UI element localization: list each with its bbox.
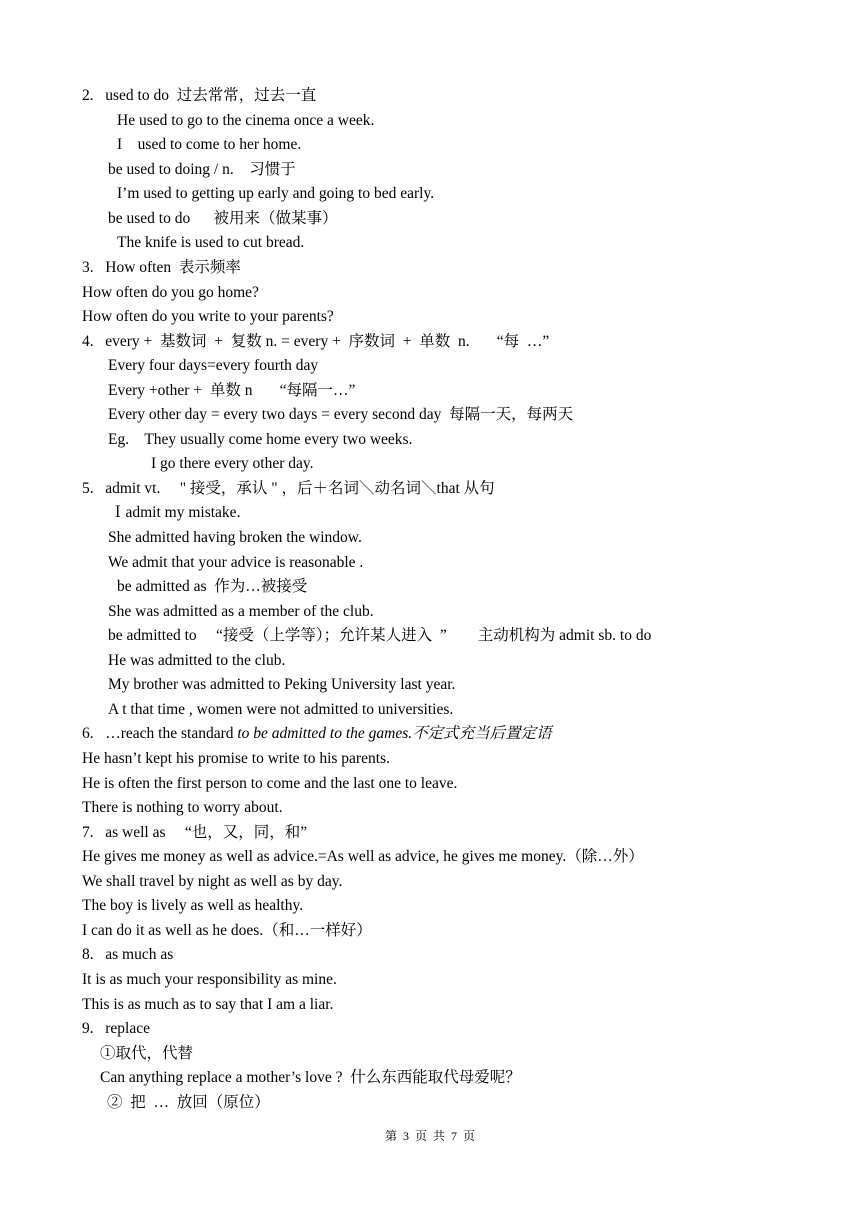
example-line: My brother was admitted to Peking University last year. [108, 676, 456, 693]
example-line: I can do it as well as he does.（和…一样好） [82, 922, 372, 939]
phrase-line: be admitted to “接受（上学等）；允许某人进入 ” 主动机构为 admit sb. to do [108, 627, 652, 644]
item-8-heading: 8. as much as [82, 946, 174, 963]
example-line: We shall travel by night as well as by day. [82, 873, 343, 890]
example-line: There is nothing to worry about. [82, 799, 283, 816]
item-6-italic-note: to be admitted to the games.不定式充当后置定语 [237, 725, 552, 742]
example-line: How often do you write to your parents? [82, 308, 334, 325]
example-line: I used to come to her home. [117, 136, 302, 153]
example-line: Eg. They usually come home every two weeks. [108, 431, 413, 448]
sense-1-line: ①取代，代替 [100, 1045, 194, 1062]
example-line: A t that time , women were not admitted to universities. [108, 701, 454, 718]
item-3-heading: 3. How often 表示频率 [82, 259, 241, 276]
item-7-heading: 7. as well as “也，又，同，和” [82, 824, 308, 841]
sense-2-line: ② 把 … 放回（原位） [107, 1094, 270, 1111]
example-line: She was admitted as a member of the club. [108, 603, 374, 620]
example-line: I go there every other day. [151, 455, 314, 472]
example-line: She admitted having broken the window. [108, 529, 362, 546]
example-line: Can anything replace a mother’s love ? 什么东西能取代母爱呢？ [100, 1069, 521, 1086]
example-line: He is often the first person to come and the last one to leave. [82, 775, 458, 792]
item-5-heading: 5. admit vt. " 接受，承认 " ，后＋名词＼动名词＼that 从句 [82, 480, 495, 497]
item-6-text: 6. …reach the standard [82, 725, 238, 742]
item-2-heading: 2. used to do 过去常常，过去一直 [82, 87, 317, 104]
example-line: It is as much your responsibility as mine. [82, 971, 337, 988]
example-line: The knife is used to cut bread. [117, 234, 305, 251]
item-4-heading: 4. every + 基数词 + 复数 n. = every + 序数词 + 单数 n. “每 …” [82, 333, 550, 350]
example-line: Ｉadmit my mistake. [110, 504, 241, 521]
example-line: Every other day = every two days = every second day 每隔一天，每两天 [108, 406, 574, 423]
phrase-line: be used to do 被用来（做某事） [108, 210, 338, 227]
example-line: This is as much as to say that I am a liar. [82, 996, 334, 1013]
example-line: The boy is lively as well as healthy. [82, 897, 304, 914]
example-line: Every four days=every fourth day [108, 357, 319, 374]
example-line: He hasn’t kept his promise to write to his parents. [82, 750, 390, 767]
item-9-heading: 9. replace [82, 1020, 150, 1037]
example-line: He used to go to the cinema once a week. [117, 112, 375, 129]
phrase-line: be used to doing / n. 习惯于 [108, 161, 296, 178]
example-line: I’m used to getting up early and going to bed early. [117, 185, 435, 202]
item-6-heading [82, 724, 552, 744]
example-line: We admit that your advice is reasonable . [108, 554, 364, 571]
example-line: How often do you go home? [82, 284, 259, 301]
example-line: He was admitted to the club. [108, 652, 286, 669]
phrase-line: be admitted as 作为…被接受 [117, 578, 308, 595]
page-footer: 第 3 页 共 7 页 [384, 1129, 475, 1143]
phrase-line: Every +other + 单数 n “每隔一…” [108, 382, 356, 399]
example-line: He gives me money as well as advice.=As well as advice, he gives me money.（除…外） [82, 848, 644, 865]
